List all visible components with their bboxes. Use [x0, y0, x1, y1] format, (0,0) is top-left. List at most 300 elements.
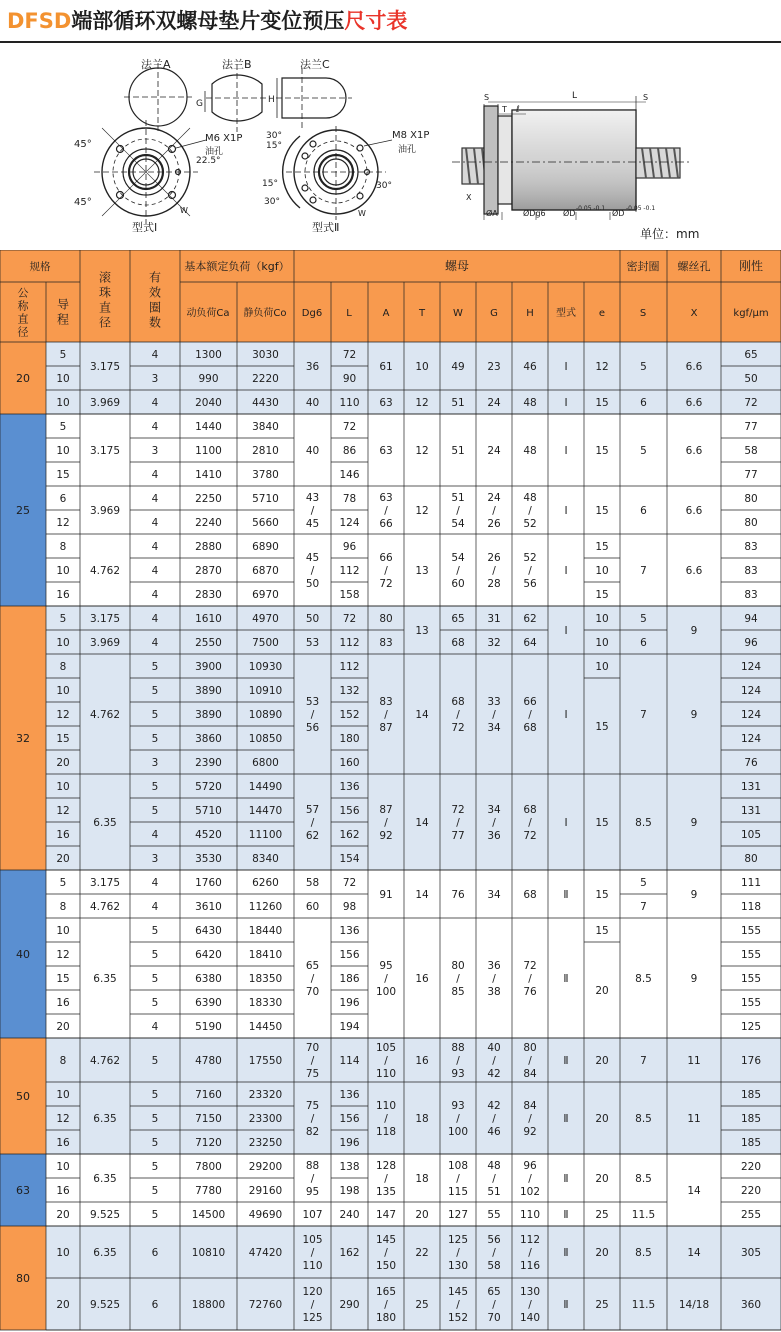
dim-phi-d2: ØD — [612, 209, 625, 218]
cell-l: 78 — [342, 493, 357, 505]
cell-diameter: 20 — [16, 372, 30, 385]
cell-w: 72 / 77 — [451, 804, 465, 842]
cell-e: 12 — [595, 361, 609, 373]
cell-ca: 14500 — [191, 1209, 226, 1221]
cell-t: 18 — [415, 1113, 429, 1125]
cell-s: 11.5 — [631, 1299, 656, 1311]
cell-ball: 6.35 — [93, 817, 117, 829]
dim-s-2: S — [643, 93, 649, 102]
cell-t: 16 — [415, 1055, 429, 1067]
cell-rig: 83 — [744, 589, 758, 601]
cell-turns: 5 — [151, 997, 159, 1009]
cell-lead: 12 — [56, 709, 70, 721]
cell-a: 110 / 118 — [375, 1100, 397, 1138]
cell-w: 51 / 54 — [451, 492, 465, 530]
cell-a: 145 / 150 — [375, 1234, 397, 1272]
cell-co: 2810 — [252, 445, 279, 457]
cell-rig: 155 — [740, 925, 762, 937]
cell-ca: 3890 — [195, 709, 222, 721]
cell-lead: 10 — [56, 397, 70, 409]
cell-s: 7 — [640, 565, 647, 577]
cell-w: 127 — [447, 1209, 469, 1221]
dim-w-2: W — [358, 209, 366, 218]
cell-g: 34 — [487, 889, 501, 901]
cell-lead: 10 — [56, 637, 70, 649]
cell-rig: 125 — [740, 1021, 762, 1033]
cell-e: 10 — [595, 661, 609, 673]
cell-a: 95 / 100 — [375, 960, 397, 998]
cell-co: 10910 — [248, 685, 283, 697]
cell-w: 93 / 100 — [447, 1100, 469, 1138]
cell-lead: 16 — [56, 589, 70, 601]
cell-dg6: 58 — [305, 877, 320, 889]
cell-dg6: 40 — [305, 397, 320, 409]
cell-rig: 185 — [740, 1089, 762, 1101]
cell-l: 132 — [339, 685, 360, 697]
cell-co: 6870 — [252, 565, 279, 577]
cell-ball: 4.762 — [89, 565, 121, 577]
cell-l: 156 — [339, 1113, 360, 1125]
cell-rig: 255 — [740, 1209, 762, 1221]
cell-turns: 5 — [151, 949, 159, 961]
cell-x: 14 — [687, 1247, 701, 1259]
cell-g: 31 — [487, 613, 501, 625]
cell-co: 4430 — [252, 397, 279, 409]
cell-co: 6800 — [252, 757, 279, 769]
cell-l: 156 — [339, 805, 360, 817]
cell-e: 10 — [595, 565, 609, 577]
cell-ca: 3860 — [195, 733, 222, 745]
cell-turns: 4 — [151, 829, 159, 841]
cell-co: 29200 — [248, 1161, 283, 1173]
cell-ca: 7800 — [195, 1161, 222, 1173]
cell-form: Ⅱ — [563, 889, 569, 901]
cell-lead: 10 — [56, 685, 70, 697]
cell-t: 10 — [415, 361, 429, 373]
cell-l: 138 — [339, 1161, 360, 1173]
cell-s: 5 — [640, 445, 647, 457]
cell-rig: 360 — [740, 1299, 762, 1311]
cell-h: 66 / 68 — [523, 696, 537, 734]
cell-turns: 3 — [151, 757, 159, 769]
cell-lead: 8 — [59, 1055, 67, 1067]
cell-l: 154 — [339, 853, 360, 865]
cell-g: 36 / 38 — [487, 960, 501, 998]
cell-co: 6970 — [252, 589, 279, 601]
cell-rig: 124 — [740, 733, 762, 745]
cell-e: 15 — [595, 817, 609, 829]
header-w: W — [453, 308, 463, 319]
cell-rig: 83 — [744, 541, 758, 553]
cell-g: 48 / 51 — [487, 1160, 501, 1198]
cell-s: 7 — [640, 709, 647, 721]
cell-h: 64 — [523, 637, 537, 649]
cell-l: 72 — [342, 349, 357, 361]
cell-turns: 5 — [151, 805, 159, 817]
cell-x: 14/18 — [678, 1299, 710, 1311]
cell-dg6: 53 / 56 — [305, 696, 320, 734]
cell-lead: 8 — [59, 901, 67, 913]
cell-lead: 5 — [59, 613, 67, 625]
cell-h: 68 / 72 — [523, 804, 537, 842]
cell-turns: 5 — [151, 1113, 159, 1125]
cell-lead: 12 — [56, 949, 70, 961]
dim-phi-a: ØA — [486, 209, 498, 218]
cell-l: 114 — [339, 1055, 360, 1067]
cell-ca: 2830 — [195, 589, 222, 601]
cell-turns: 5 — [151, 1137, 159, 1149]
cell-g: 24 / 26 — [487, 492, 501, 530]
dim-x: X — [466, 193, 472, 202]
cell-co: 72760 — [248, 1299, 283, 1311]
cell-x: 6.6 — [685, 361, 703, 373]
cell-s: 5 — [640, 613, 647, 625]
cell-turns: 4 — [151, 469, 159, 481]
cell-diameter: 63 — [16, 1184, 30, 1197]
header-co: 静负荷Co — [243, 308, 287, 319]
cell-turns: 3 — [151, 853, 159, 865]
cell-rig: 94 — [744, 613, 758, 625]
cell-l: 86 — [342, 445, 357, 457]
cell-lead: 16 — [56, 1137, 70, 1149]
cell-a: 80 — [379, 613, 393, 625]
cell-l: 98 — [342, 901, 357, 913]
dim-l: L — [572, 91, 578, 101]
cell-l: 136 — [339, 781, 360, 793]
cell-h: 48 — [523, 445, 537, 457]
cell-dg6: 75 / 82 — [305, 1100, 320, 1138]
angle-6: 30° — [266, 131, 282, 141]
cell-lead: 10 — [56, 445, 70, 457]
angle-4: 15° — [266, 141, 282, 151]
cell-rig: 77 — [744, 421, 758, 433]
cell-e: 10 — [595, 613, 609, 625]
cell-ca: 1410 — [195, 469, 222, 481]
cell-e: 15 — [595, 445, 609, 457]
cell-l: 240 — [339, 1209, 360, 1221]
cell-s: 8.5 — [635, 817, 652, 829]
cell-lead: 20 — [56, 1021, 70, 1033]
cell-a: 128 / 135 — [375, 1160, 397, 1198]
cell-turns: 5 — [151, 925, 159, 937]
angle-7: 30° — [264, 197, 280, 207]
angle-1: 45° — [74, 139, 92, 150]
cell-g: 32 — [487, 637, 501, 649]
cell-form: Ⅱ — [563, 1247, 569, 1259]
cell-lead: 15 — [56, 469, 70, 481]
cell-co: 10850 — [248, 733, 283, 745]
cell-t: 14 — [415, 889, 429, 901]
cell-w: 125 / 130 — [447, 1234, 469, 1272]
cell-lead: 10 — [56, 1089, 70, 1101]
cell-t: 13 — [415, 625, 429, 637]
header-h: H — [526, 308, 534, 319]
cell-a: 147 — [375, 1209, 397, 1221]
cell-form: Ⅱ — [563, 1113, 569, 1125]
cell-co: 17550 — [248, 1055, 283, 1067]
cell-turns: 5 — [151, 1185, 159, 1197]
cell-l: 124 — [339, 517, 360, 529]
cell-co: 18440 — [248, 925, 283, 937]
cell-l: 72 — [342, 421, 357, 433]
cell-t: 14 — [415, 709, 429, 721]
cell-co: 10930 — [248, 661, 283, 673]
cell-e: 20 — [595, 1173, 609, 1185]
cell-turns: 4 — [151, 541, 159, 553]
hole-label-2: M8 X1P — [392, 130, 430, 141]
cell-form: Ⅰ — [564, 565, 568, 577]
cell-rig: 124 — [740, 709, 762, 721]
cell-dg6: 60 — [305, 901, 320, 913]
cell-co: 14470 — [248, 805, 283, 817]
cell-x: 6.6 — [685, 397, 703, 409]
cell-g: 42 / 46 — [487, 1100, 501, 1138]
cell-a: 91 — [379, 889, 393, 901]
cell-lead: 20 — [56, 1209, 70, 1221]
cell-ca: 6390 — [195, 997, 222, 1009]
cell-ca: 2040 — [195, 397, 222, 409]
cell-ball: 6.35 — [93, 1173, 117, 1185]
cell-lead: 8 — [59, 661, 67, 673]
cell-ca: 5720 — [195, 781, 222, 793]
cell-w: 51 — [451, 445, 465, 457]
cell-ball: 9.525 — [89, 1299, 121, 1311]
cell-rig: 96 — [744, 637, 758, 649]
cell-ca: 7780 — [195, 1185, 222, 1197]
cell-dg6: 40 — [305, 445, 320, 457]
cell-rig: 80 — [744, 517, 758, 529]
cell-a: 83 — [379, 637, 393, 649]
cell-lead: 20 — [56, 853, 70, 865]
cell-ca: 3900 — [195, 661, 222, 673]
cell-l: 112 — [339, 637, 360, 649]
cell-l: 110 — [339, 397, 360, 409]
dim-s-1: S — [484, 93, 490, 102]
header-screw-hole: 螺丝孔 — [677, 260, 711, 273]
cell-ca: 2550 — [195, 637, 222, 649]
cell-co: 4970 — [252, 613, 279, 625]
cell-t: 14 — [415, 817, 429, 829]
cell-co: 11100 — [248, 829, 283, 841]
cell-g: 23 — [487, 361, 501, 373]
cell-ca: 1100 — [195, 445, 222, 457]
cell-e: 25 — [595, 1209, 609, 1221]
cell-l: 186 — [339, 973, 360, 985]
header-x: X — [690, 308, 698, 319]
cell-co: 7500 — [252, 637, 279, 649]
cell-dg6: 120 / 125 — [302, 1286, 323, 1324]
oil-hole-2: 油孔 — [398, 145, 417, 155]
cell-ball: 3.969 — [89, 505, 121, 517]
cell-dg6: 53 — [305, 637, 320, 649]
cell-e: 20 — [595, 985, 609, 997]
cell-ca: 2250 — [195, 493, 222, 505]
cell-w: 68 — [451, 637, 465, 649]
cell-turns: 5 — [151, 781, 159, 793]
cell-ca: 5190 — [195, 1021, 222, 1033]
cell-x: 9 — [690, 817, 698, 829]
flange-a-label: 法兰A — [141, 58, 171, 71]
cell-diameter: 50 — [16, 1090, 30, 1103]
cell-s: 11.5 — [631, 1209, 656, 1221]
cell-lead: 5 — [59, 877, 67, 889]
cell-x: 9 — [690, 973, 698, 985]
cell-turns: 5 — [151, 973, 159, 985]
cell-turns: 5 — [151, 709, 159, 721]
cell-ca: 2870 — [195, 565, 222, 577]
cell-w: 108 / 115 — [447, 1160, 469, 1198]
cell-co: 18350 — [248, 973, 283, 985]
cell-l: 136 — [339, 925, 360, 937]
cell-turns: 5 — [151, 661, 159, 673]
cell-t: 18 — [415, 1173, 429, 1185]
cell-x: 9 — [690, 625, 698, 637]
cell-e: 15 — [595, 925, 609, 937]
cell-w: 80 / 85 — [451, 960, 465, 998]
cell-ca: 2240 — [195, 517, 222, 529]
header-t: T — [418, 308, 426, 319]
cell-lead: 6 — [59, 493, 67, 505]
cell-h: 110 — [519, 1209, 541, 1221]
cell-turns: 6 — [151, 1299, 159, 1311]
header-dg6: Dg6 — [301, 308, 323, 319]
cell-l: 162 — [339, 1247, 360, 1259]
cell-co: 14450 — [248, 1021, 283, 1033]
cell-ca: 6420 — [195, 949, 222, 961]
cell-h: 72 / 76 — [523, 960, 537, 998]
cell-ca: 2880 — [195, 541, 222, 553]
cell-a: 63 / 66 — [379, 492, 393, 530]
cell-l: 136 — [339, 1089, 360, 1101]
cell-l: 198 — [339, 1185, 360, 1197]
cell-t: 20 — [415, 1209, 429, 1221]
cell-turns: 4 — [151, 349, 159, 361]
cell-ball: 3.175 — [89, 361, 121, 373]
cell-diameter: 25 — [16, 504, 30, 517]
cell-turns: 4 — [151, 517, 159, 529]
cell-turns: 4 — [151, 493, 159, 505]
cell-ca: 3530 — [195, 853, 222, 865]
unit-label: 单位：mm — [640, 227, 700, 241]
cell-form: Ⅱ — [563, 1173, 569, 1185]
cell-x: 11 — [687, 1113, 701, 1125]
cell-lead: 10 — [56, 1161, 70, 1173]
cell-g: 65 / 70 — [487, 1286, 501, 1324]
cell-e: 15 — [595, 397, 609, 409]
cell-ball: 6.35 — [93, 973, 117, 985]
cell-s: 8.5 — [635, 1113, 652, 1125]
cell-l: 112 — [339, 661, 360, 673]
cell-co: 23250 — [248, 1137, 283, 1149]
cell-s: 7 — [640, 901, 647, 913]
cell-s: 8.5 — [635, 1173, 652, 1185]
cell-x: 6.6 — [685, 445, 703, 457]
cell-l: 112 — [339, 565, 360, 577]
cell-l: 146 — [339, 469, 360, 481]
cell-h: 46 — [523, 361, 537, 373]
cell-co: 29160 — [248, 1185, 283, 1197]
angle-5: 15° — [262, 179, 278, 189]
cell-rig: 83 — [744, 565, 758, 577]
cell-g: 26 / 28 — [487, 552, 501, 590]
dim-t: T — [502, 105, 507, 114]
cell-rig: 76 — [744, 757, 758, 769]
cell-x: 11 — [687, 1055, 701, 1067]
cell-x: 6.6 — [685, 565, 703, 577]
cell-lead: 8 — [59, 541, 67, 553]
dim-tol-2: -0.05 -0.1 — [626, 205, 656, 212]
cell-ca: 7150 — [195, 1113, 222, 1125]
cell-co: 23300 — [248, 1113, 283, 1125]
cell-form: Ⅰ — [564, 817, 568, 829]
cell-rig: 185 — [740, 1113, 762, 1125]
cell-e: 10 — [595, 637, 609, 649]
cell-lead: 16 — [56, 829, 70, 841]
cell-a: 63 — [379, 397, 393, 409]
cell-turns: 5 — [151, 1055, 159, 1067]
cell-rig: 305 — [740, 1247, 762, 1259]
cell-form: Ⅰ — [564, 625, 568, 637]
cell-e: 20 — [595, 1055, 609, 1067]
cell-lead: 20 — [56, 1299, 70, 1311]
type2-label: 型式Ⅱ — [312, 221, 340, 234]
cell-h: 48 / 52 — [523, 492, 537, 530]
cell-form: Ⅰ — [564, 361, 568, 373]
side-view — [452, 96, 690, 220]
cell-lead: 5 — [59, 349, 67, 361]
cell-turns: 4 — [151, 877, 159, 889]
cell-co: 2220 — [252, 373, 279, 385]
cell-a: 66 / 72 — [379, 552, 393, 590]
cell-turns: 4 — [151, 421, 159, 433]
header-nut: 螺母 — [444, 259, 470, 273]
cell-h: 68 — [523, 889, 537, 901]
cell-turns: 3 — [151, 373, 159, 385]
cell-h: 52 / 56 — [523, 552, 537, 590]
cell-dg6: 70 / 75 — [305, 1042, 320, 1080]
cell-h: 80 / 84 — [523, 1042, 537, 1080]
cell-a: 87 / 92 — [379, 804, 393, 842]
cell-lead: 10 — [56, 1247, 70, 1259]
cell-l: 72 — [342, 877, 357, 889]
flange-b-label: 法兰B — [222, 58, 252, 71]
cell-s: 5 — [640, 877, 647, 889]
cell-e: 15 — [595, 889, 609, 901]
cell-rig: 50 — [744, 373, 758, 385]
cell-w: 145 / 152 — [447, 1286, 469, 1324]
header-rigidity: 刚性 — [738, 259, 764, 273]
cell-co: 3780 — [252, 469, 279, 481]
cell-ball: 4.762 — [89, 1055, 121, 1067]
cell-l: 194 — [339, 1021, 360, 1033]
cell-h: 112 / 116 — [519, 1234, 541, 1272]
cell-lead: 20 — [56, 757, 70, 769]
cell-lead: 10 — [56, 373, 70, 385]
dim-w-1: W — [180, 206, 188, 215]
cell-l: 196 — [339, 1137, 360, 1149]
cell-g: 24 — [487, 397, 501, 409]
cell-ca: 1300 — [195, 349, 222, 361]
dim-phi-dg6: ØDg6 — [523, 209, 546, 218]
cell-l: 160 — [339, 757, 360, 769]
cell-ball: 6.35 — [93, 1113, 117, 1125]
cell-e: 15 — [595, 541, 609, 553]
header-form: 型式 — [556, 308, 576, 319]
cell-g: 56 / 58 — [487, 1234, 501, 1272]
cell-form: Ⅱ — [563, 973, 569, 985]
cell-turns: 3 — [151, 445, 159, 457]
cell-g: 24 — [487, 445, 501, 457]
